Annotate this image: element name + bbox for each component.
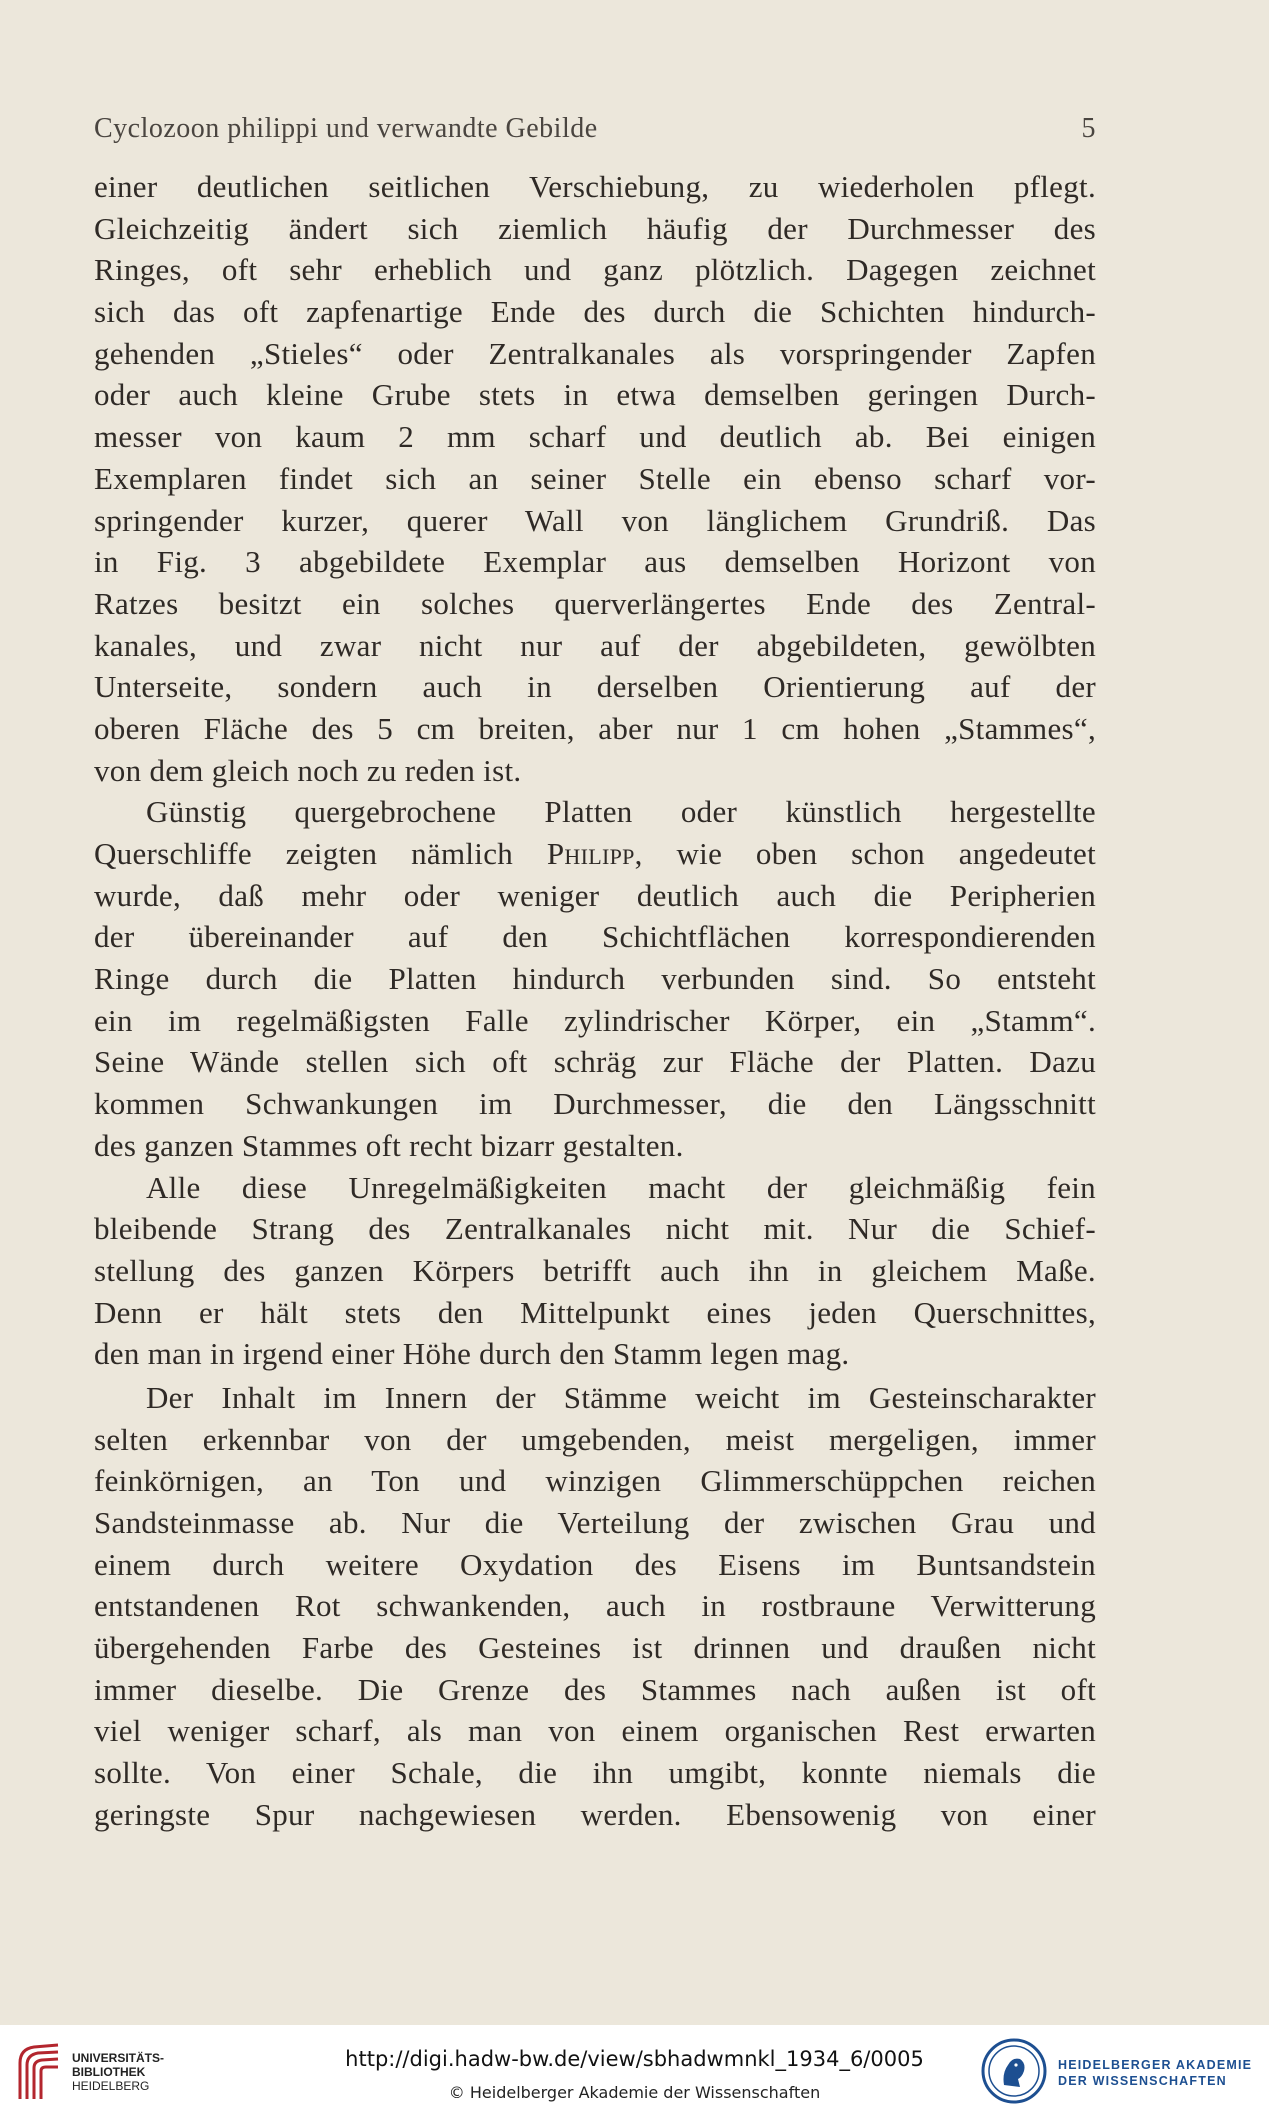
text-line: Sandsteinmasse ab. Nur die Verteilung der zwischen Grau und	[94, 1505, 1096, 1540]
text-line: Ringes, oft sehr erheblich und ganz plötzlich. Dagegen zeichnet	[94, 252, 1096, 288]
text-line: geringste Spur nachgewiesen werden. Ebensowenig von einer	[94, 1796, 1096, 1832]
text-line: Unterseite, sondern auch in derselben Orientierung auf der	[94, 669, 1096, 705]
text-line: viel weniger scharf, als man von einem organischen Rest erwarten	[94, 1713, 1096, 1749]
text-line: feinkörnigen, an Ton und winzigen Glimmerschüppchen reichen	[94, 1463, 1096, 1499]
text-line: springender kurzer, querer Wall von länglichem Grundriß. Das	[94, 502, 1096, 538]
text-line: selten erkennbar von der umgebenden, meist mergeligen, immer	[94, 1421, 1096, 1457]
text-line: übergehenden Farbe des Gesteines ist drinnen und draußen nicht	[94, 1630, 1096, 1666]
library-line-3: HEIDELBERG	[72, 2079, 150, 2093]
academy-line-2: DER WISSENSCHAFTEN	[1058, 2074, 1227, 2088]
body-text	[94, 166, 1096, 1836]
text-line: oberen Fläche des 5 cm breiten, aber nur 1 cm hohen „Stammes“,	[94, 710, 1096, 746]
library-line-1: UNIVERSITÄTS-	[72, 2051, 165, 2065]
running-title: Cyclozoon philippi und verwandte Gebilde	[94, 113, 598, 144]
text-line: kommen Schwankungen im Durchmesser, die den Längsschnitt	[94, 1086, 1096, 1122]
text-segment: , wie oben schon angedeutet	[634, 836, 1096, 871]
text-line: Exemplaren findet sich an seiner Stelle ein ebenso scharf vor-	[94, 460, 1096, 496]
text-line: immer dieselbe. Die Grenze des Stammes nach außen ist oft	[94, 1671, 1096, 1707]
text-line: von dem gleich noch zu reden ist.	[94, 752, 522, 788]
hadw-seal-logo-icon[interactable]	[980, 2037, 1048, 2105]
text-line: entstandenen Rot schwankenden, auch in rostbraune Verwitterung	[94, 1588, 1096, 1624]
text-line: der übereinander auf den Schichtflächen korrespondierenden	[94, 919, 1096, 955]
text-line: Gleichzeitig ändert sich ziemlich häufig der Durchmesser des	[94, 210, 1096, 246]
text-line: den man in irgend einer Höhe durch den Stamm legen mag.	[94, 1336, 850, 1372]
text-line: sich das oft zapfenartige Ende des durch die Schichten hindurch-	[94, 294, 1096, 330]
text-line-composite	[94, 833, 1096, 875]
text-segment: Querschliffe zeigten nämlich	[94, 836, 514, 871]
text-line: wurde, daß mehr oder weniger deutlich auch die Peripherien	[94, 877, 1096, 913]
copyright-notice: © Heidelberger Akademie der Wissenschaften	[448, 2083, 821, 2102]
library-line-2: BIBLIOTHEK	[72, 2065, 146, 2079]
text-line: Der Inhalt im Innern der Stämme weicht im Gesteinscharakter	[146, 1379, 1096, 1415]
text-line: messer von kaum 2 mm scharf und deutlich ab. Bei einigen	[94, 419, 1096, 455]
hadw-wordmark	[1058, 2057, 1252, 2089]
text-line: einer deutlichen seitlichen Verschiebung, zu wiederholen pflegt.	[94, 169, 1096, 204]
author-name: Philipp	[546, 836, 635, 871]
permalink-url[interactable]: http://digi.hadw-bw.de/view/sbhadwmnkl_1934_6/0005	[345, 2047, 924, 2071]
text-line: Ringe durch die Platten hindurch verbunden sind. So entsteht	[94, 961, 1096, 997]
text-line: Alle diese Unregelmäßigkeiten macht der gleichmäßig fein	[146, 1169, 1096, 1205]
page-number: 5	[1081, 113, 1096, 144]
text-line: Günstig quergebrochene Platten oder künstlich hergestellte	[146, 794, 1096, 830]
running-head	[94, 113, 1096, 149]
text-line: sollte. Von einer Schale, die ihn umgibt, konnte niemals die	[94, 1755, 1096, 1791]
text-line: bleibende Strang des Zentralkanales nicht mit. Nur die Schief-	[94, 1211, 1096, 1247]
text-line: ein im regelmäßigsten Falle zylindrischer Körper, ein „Stamm“.	[94, 1002, 1096, 1038]
academy-line-1: HEIDELBERGER AKADEMIE	[1058, 2058, 1253, 2072]
text-line: oder auch kleine Grube stets in etwa demselben geringen Durch-	[94, 377, 1096, 413]
viewer-footer	[0, 2025, 1269, 2117]
text-line: Ratzes besitzt ein solches querverlängertes Ende des Zentral-	[94, 585, 1096, 621]
text-line: stellung des ganzen Körpers betrifft auch ihn in gleichem Maße.	[94, 1252, 1096, 1288]
text-line: in Fig. 3 abgebildete Exemplar aus demselben Horizont von	[94, 544, 1096, 580]
text-line: des ganzen Stammes oft recht bizarr gestalten.	[94, 1127, 684, 1163]
text-line: Denn er hält stets den Mittelpunkt eines jeden Querschnittes,	[94, 1294, 1096, 1330]
text-line: kanales, und zwar nicht nur auf der abgebildeten, gewölbten	[94, 627, 1096, 663]
text-line: gehenden „Stieles“ oder Zentralkanales als vorspringender Zapfen	[94, 335, 1096, 371]
text-line: einem durch weitere Oxydation des Eisens im Buntsandstein	[94, 1546, 1096, 1582]
text-line: Seine Wände stellen sich oft schräg zur Fläche der Platten. Dazu	[94, 1044, 1096, 1080]
